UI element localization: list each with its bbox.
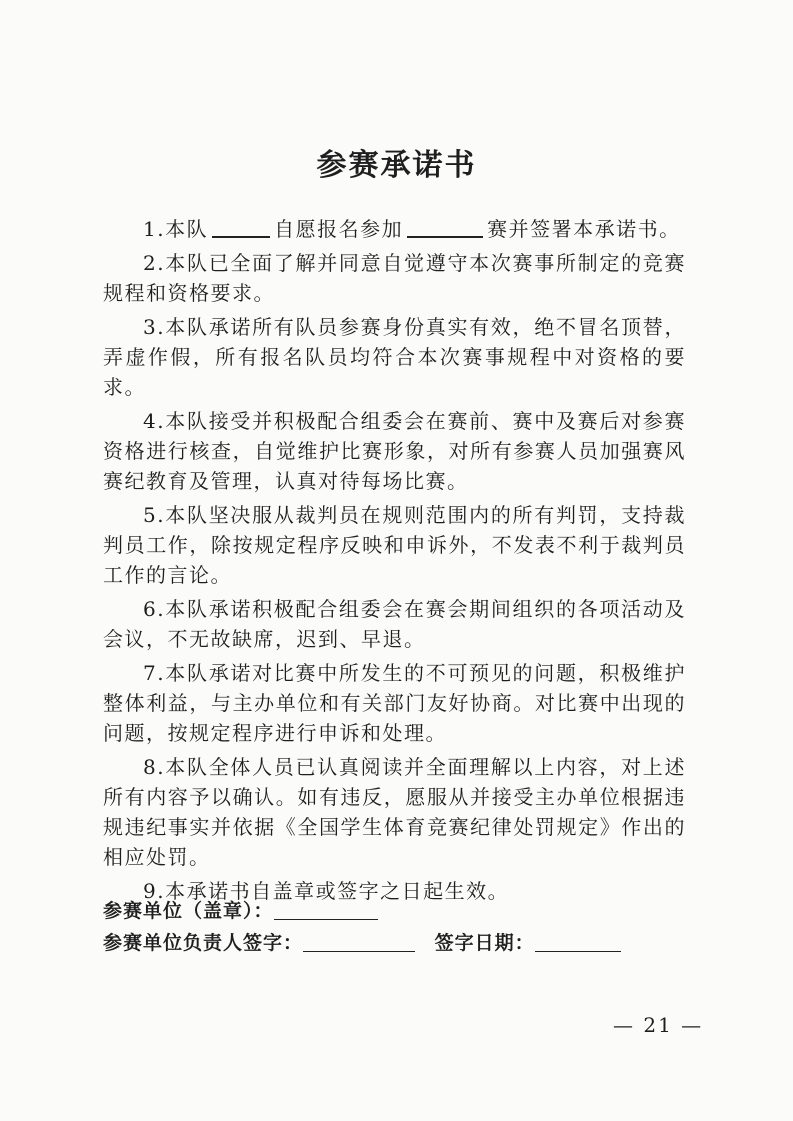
paragraph-1-part-b: 自愿报名参加: [274, 217, 404, 241]
participating-unit-seal-line: [274, 901, 378, 920]
paragraph-1-part-a: 1.本队: [143, 217, 209, 241]
paragraph-7: 7.本队承诺对比赛中所发生的不可预见的问题，积极维护整体利益，与主办单位和有关部门友好协商。对比赛中出现的问题，按规定程序进行申诉和处理。: [103, 661, 686, 745]
team-name-blank: [212, 216, 270, 238]
signature-date-line: [535, 933, 621, 952]
page-number: — 21 —: [613, 1013, 704, 1037]
participating-unit-seal-label: 参赛单位（盖章）：: [103, 900, 274, 922]
paragraph-4: 4.本队接受并积极配合组委会在赛前、赛中及赛后对参赛资格进行核查，自觉维护比赛形象，对所有参赛人员加强赛风赛纪教育及管理，认真对待每场比赛。: [103, 409, 686, 493]
signature-date-label: 签字日期：: [434, 932, 535, 954]
document-body: [103, 214, 686, 910]
document-title: 参赛承诺书: [316, 148, 477, 183]
paragraph-5: 5.本队坚决服从裁判员在规则范围内的所有判罚，支持裁判员工作，除按规定程序反映和申诉外，不发表不利于裁判员工作的言论。: [103, 503, 686, 587]
participating-unit-seal-row: [103, 896, 703, 923]
paragraph-1-part-c: 赛并签署本承诺书。: [487, 217, 681, 241]
paragraph-3: 3.本队承诺所有队员参赛身份真实有效，绝不冒名顶替，弄虚作假，所有报名队员均符合本次赛事规程中对资格的要求。: [103, 315, 686, 399]
leader-signature-row: [103, 928, 703, 955]
paragraph-8: 8.本队全体人员已认真阅读并全面理解以上内容，对上述所有内容予以确认。如有违反，愿服从并接受主办单位根据违规违纪事实并依据《全国学生体育竞赛纪律处罚规定》作出的相应处罚。: [103, 755, 686, 869]
leader-signature-line: [303, 933, 415, 952]
event-name-blank: [407, 216, 483, 238]
paragraph-9: 9.本承诺书自盖章或签字之日起生效。: [143, 879, 510, 903]
paragraph-1: [103, 214, 686, 244]
paragraph-6: 6.本队承诺积极配合组委会在赛会期间组织的各项活动及会议，不无故缺席，迟到、早退。: [103, 597, 686, 651]
paragraph-2: 2.本队已全面了解并同意自觉遵守本次赛事所制定的竞赛规程和资格要求。: [103, 251, 686, 305]
leader-signature-label: 参赛单位负责人签字：: [103, 932, 304, 954]
